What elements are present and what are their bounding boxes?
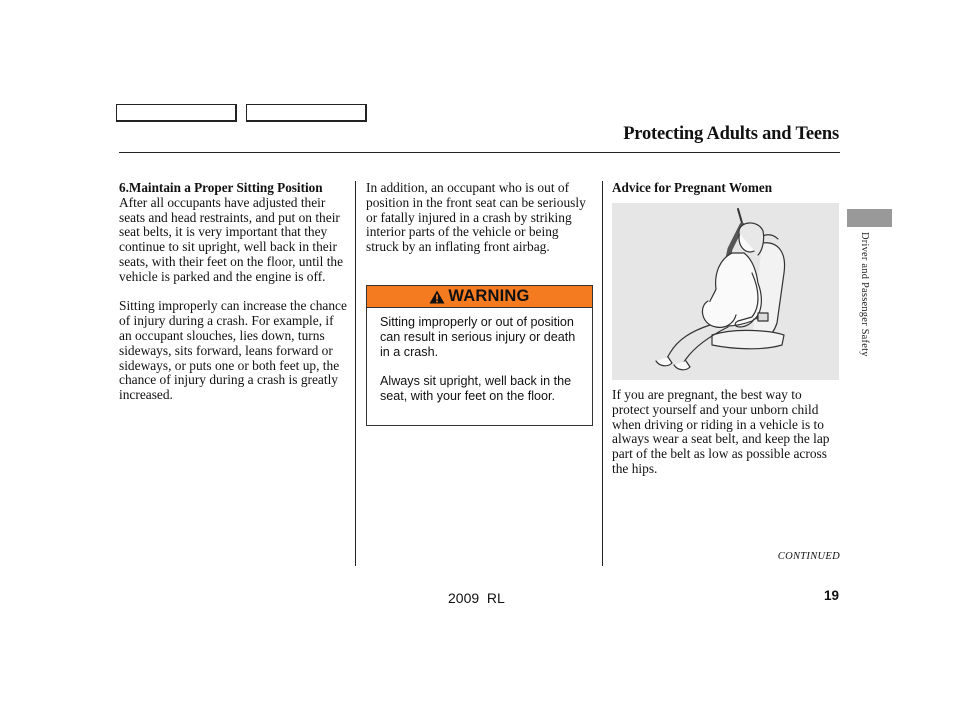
page-title: Protecting Adults and Teens	[623, 124, 839, 144]
nav-box-1[interactable]	[116, 104, 237, 122]
warning-label: WARNING	[448, 287, 530, 305]
warning-text-2: Always sit upright, well back in the seat, with your feet on the floor.	[380, 374, 572, 403]
section-heading-sitting-position: 6.Maintain a Proper Sitting Position	[119, 180, 323, 195]
warning-text-1: Sitting improperly or out of position can result in serious injury or death in a crash.	[380, 315, 576, 359]
column-3	[612, 181, 840, 196]
paragraph-out-of-position: In addition, an occupant who is out of position in the front seat can be seriously or fatally injured in a crash by striking interior parts of the vehicle or being struck by an inflating front airbag.	[366, 180, 586, 255]
paragraph-sitting-2: Sitting improperly can increase the chance of injury during a crash. For example, if an occupant slouches, lies down, turns sideways, sits forward, leans forward or sideways, or puts one or both feet up, the chance of injury during a crash is greatly increased.	[119, 298, 347, 403]
section-tab[interactable]	[847, 209, 892, 227]
paragraph-sitting-1: After all occupants have adjusted their seats and head restraints, and put on their seat belts, it is very important that they continue to sit upright, well back in their seats, with their feet on the floor, until the vehicle is parked and the engine is off.	[119, 194, 344, 284]
section-label: Driver and Passenger Safety	[859, 232, 870, 357]
pregnant-woman-seatbelt-illustration	[612, 203, 839, 380]
title-rule	[119, 152, 840, 153]
warning-body	[367, 308, 592, 404]
column-divider-2	[602, 181, 603, 566]
paragraph-pregnant-advice: If you are pregnant, the best way to protect yourself and your unborn child when driving or riding in a vehicle is to always wear a seat belt, and keep the lap part of the belt as low as possible across the hips.	[612, 387, 830, 476]
warning-box	[366, 285, 593, 426]
column-divider-1	[355, 181, 356, 566]
warning-header	[367, 286, 592, 308]
nav-box-2[interactable]	[246, 104, 367, 122]
warning-triangle-icon	[429, 290, 445, 304]
column-2	[366, 181, 594, 255]
column-3-text	[612, 388, 840, 477]
page-number: 19	[823, 588, 839, 603]
section-heading-pregnant-women: Advice for Pregnant Women	[612, 180, 773, 195]
footer-model: 2009 RL	[448, 590, 505, 606]
column-1	[119, 181, 347, 403]
continued-label: CONTINUED	[777, 551, 840, 562]
